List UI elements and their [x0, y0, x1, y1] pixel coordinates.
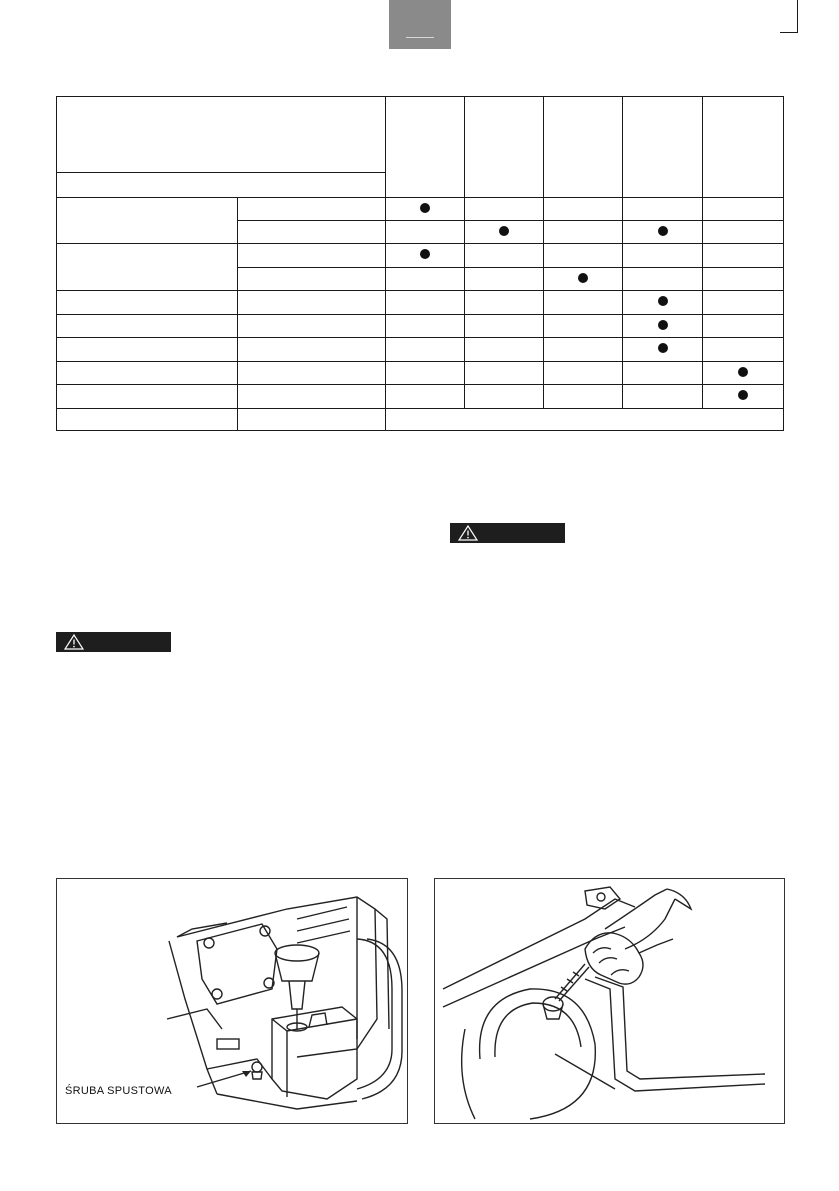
warning-triangle-icon [64, 634, 84, 650]
interval-cell [544, 198, 623, 221]
interval-cell [544, 244, 623, 268]
interval-cell [386, 385, 465, 409]
header-row [57, 97, 784, 173]
crop-mark-horizontal [780, 32, 798, 33]
item-cell [57, 338, 238, 362]
interval-cell [465, 362, 544, 385]
figure-oil-drain [56, 878, 408, 1124]
action-cell [238, 338, 386, 362]
interval-cell [465, 268, 544, 291]
interval-cell [386, 244, 465, 268]
interval-cell [544, 268, 623, 291]
figure-oil-dipstick [434, 878, 785, 1124]
drain-bolt-label: ŚRUBA SPUSTOWA [65, 1085, 172, 1097]
interval-cell [386, 221, 465, 244]
action-cell [238, 385, 386, 409]
interval-cell [544, 315, 623, 338]
item-cell [57, 409, 238, 431]
action-cell [238, 315, 386, 338]
action-cell [238, 221, 386, 244]
interval-cell [465, 291, 544, 315]
interval-cell [544, 362, 623, 385]
interval-cell [465, 244, 544, 268]
interval-cell [623, 221, 703, 244]
action-cell [238, 291, 386, 315]
interval-cell [623, 385, 703, 409]
header-interval-4 [623, 97, 703, 198]
page-tab [389, 0, 451, 49]
schedule-body [57, 198, 784, 431]
interval-cell [465, 338, 544, 362]
item-cell [57, 198, 238, 244]
header-interval-3 [544, 97, 623, 198]
interval-cell [386, 198, 465, 221]
interval-cell [544, 221, 623, 244]
filled-circle-icon [420, 249, 430, 259]
schedule-row [57, 244, 784, 268]
interval-cell [386, 338, 465, 362]
schedule-row [57, 362, 784, 385]
schedule-row [57, 291, 784, 315]
interval-cell [386, 362, 465, 385]
interval-cell [386, 291, 465, 315]
schedule-row [57, 315, 784, 338]
interval-cell [465, 221, 544, 244]
interval-cell [703, 268, 784, 291]
action-cell [238, 362, 386, 385]
warning-triangle-icon [458, 525, 478, 541]
interval-cell [623, 362, 703, 385]
interval-cell [465, 385, 544, 409]
warning-label-left [56, 632, 171, 652]
action-cell [238, 244, 386, 268]
interval-merged-cell [386, 409, 784, 431]
interval-cell [544, 291, 623, 315]
header-interval-2 [465, 97, 544, 198]
interval-cell [703, 338, 784, 362]
header-interval-5 [703, 97, 784, 198]
schedule-row [57, 409, 784, 431]
interval-cell [703, 385, 784, 409]
interval-cell [623, 338, 703, 362]
maintenance-schedule-table [56, 96, 784, 431]
interval-cell [623, 315, 703, 338]
item-cell [57, 362, 238, 385]
filled-circle-icon [738, 367, 748, 377]
filled-circle-icon [738, 390, 748, 400]
interval-cell [465, 198, 544, 221]
filled-circle-icon [658, 226, 668, 236]
interval-cell [703, 291, 784, 315]
interval-cell [386, 268, 465, 291]
filled-circle-icon [658, 343, 668, 353]
action-cell [238, 409, 386, 431]
interval-cell [465, 315, 544, 338]
item-cell [57, 315, 238, 338]
interval-cell [703, 221, 784, 244]
filled-circle-icon [578, 273, 588, 283]
interval-cell [703, 244, 784, 268]
interval-cell [386, 315, 465, 338]
interval-cell [544, 338, 623, 362]
warning-label-right [450, 523, 565, 543]
interval-cell [623, 268, 703, 291]
item-cell [57, 385, 238, 409]
filled-circle-icon [658, 296, 668, 306]
header-item-cell [57, 97, 386, 173]
header-period-cell [57, 173, 386, 198]
interval-cell [703, 198, 784, 221]
interval-cell [544, 385, 623, 409]
interval-cell [623, 244, 703, 268]
schedule-row [57, 385, 784, 409]
dipstick-illustration [435, 879, 784, 1123]
schedule-row [57, 198, 784, 221]
filled-circle-icon [658, 320, 668, 330]
action-cell [238, 198, 386, 221]
action-cell [238, 268, 386, 291]
item-cell [57, 244, 238, 291]
filled-circle-icon [420, 203, 430, 213]
header-interval-1 [386, 97, 465, 198]
schedule-row [57, 338, 784, 362]
item-cell [57, 291, 238, 315]
crop-mark-vertical [797, 0, 798, 32]
interval-cell [623, 291, 703, 315]
interval-cell [703, 362, 784, 385]
filled-circle-icon [499, 226, 509, 236]
page-tab-line [406, 37, 434, 38]
interval-cell [703, 315, 784, 338]
interval-cell [623, 198, 703, 221]
